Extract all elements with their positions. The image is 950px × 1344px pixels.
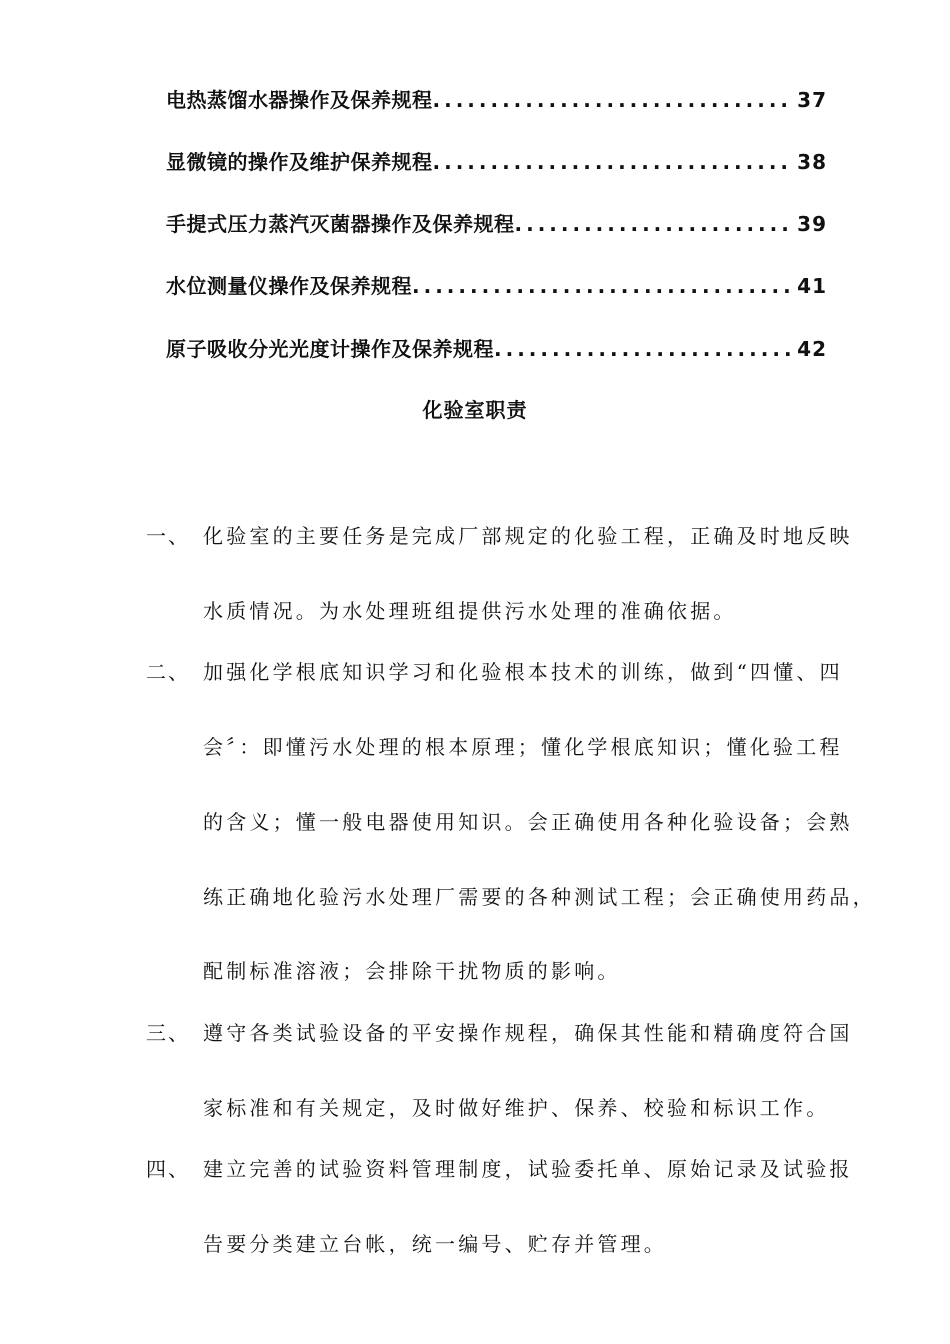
toc-entry-page: 42 xyxy=(797,337,827,361)
toc-entry[interactable] xyxy=(166,209,827,239)
item-number: 二、 xyxy=(146,660,190,684)
toc-entry-page: 38 xyxy=(797,150,827,174)
toc-entry-title: 水位测量仪操作及保养规程 xyxy=(166,274,412,298)
item-text-line: 配制标准溶液；会排除干扰物质的影响。 xyxy=(203,959,621,983)
toc-entry-title: 原子吸收分光光度计操作及保养规程 xyxy=(166,337,494,361)
item-text-line: 水质情况。为水处理班组提供污水处理的准确依据。 xyxy=(203,599,737,623)
toc-entry-page: 41 xyxy=(797,274,827,298)
toc-leader-dots xyxy=(433,147,794,177)
item-number: 一、 xyxy=(146,524,190,548)
toc-entry-page: 39 xyxy=(797,212,827,236)
toc-leader-dots xyxy=(412,271,793,301)
item-text-line: 练正确地化验污水处理厂需要的各种测试工程；会正确使用药品， xyxy=(203,885,876,909)
toc-entry[interactable] xyxy=(166,147,827,177)
item-text-line: 化验室的主要任务是完成厂部规定的化验工程，正确及时地反映 xyxy=(203,524,853,548)
item-text-line: 的含义；懂一般电器使用知识。会正确使用各种化验设备；会熟 xyxy=(203,810,853,834)
toc-leader-dots xyxy=(433,85,794,115)
toc-entry-title: 显微镜的操作及维护保养规程 xyxy=(166,150,433,174)
item-text-line: 会〞：即懂污水处理的根本原理；懂化学根底知识；懂化验工程 xyxy=(203,735,843,759)
item-number: 四、 xyxy=(146,1157,190,1181)
toc-entry-title: 手提式压力蒸汽灭菌器操作及保养规程 xyxy=(166,212,515,236)
toc-entry[interactable] xyxy=(166,85,827,115)
toc-entry[interactable] xyxy=(166,271,827,301)
toc-entry-title: 电热蒸馏水器操作及保养规程 xyxy=(166,88,433,112)
toc-entry-page: 37 xyxy=(797,88,827,112)
item-text-line: 家标准和有关规定，及时做好维护、保养、校验和标识工作。 xyxy=(203,1096,830,1120)
toc-leader-dots xyxy=(515,209,794,239)
item-text-line: 告要分类建立台帐，统一编号、贮存并管理。 xyxy=(203,1232,667,1256)
section-title: 化验室职责 xyxy=(422,398,528,422)
toc-leader-dots xyxy=(494,334,793,364)
item-text-line: 建立完善的试验资料管理制度，试验委托单、原始记录及试验报 xyxy=(203,1157,853,1181)
toc-entry[interactable] xyxy=(166,334,827,364)
item-number: 三、 xyxy=(146,1021,190,1045)
item-text-line: 加强化学根底知识学习和化验根本技术的训练，做到“四懂、四 xyxy=(203,660,843,684)
item-text-line: 遵守各类试验设备的平安操作规程，确保其性能和精确度符合国 xyxy=(203,1021,853,1045)
